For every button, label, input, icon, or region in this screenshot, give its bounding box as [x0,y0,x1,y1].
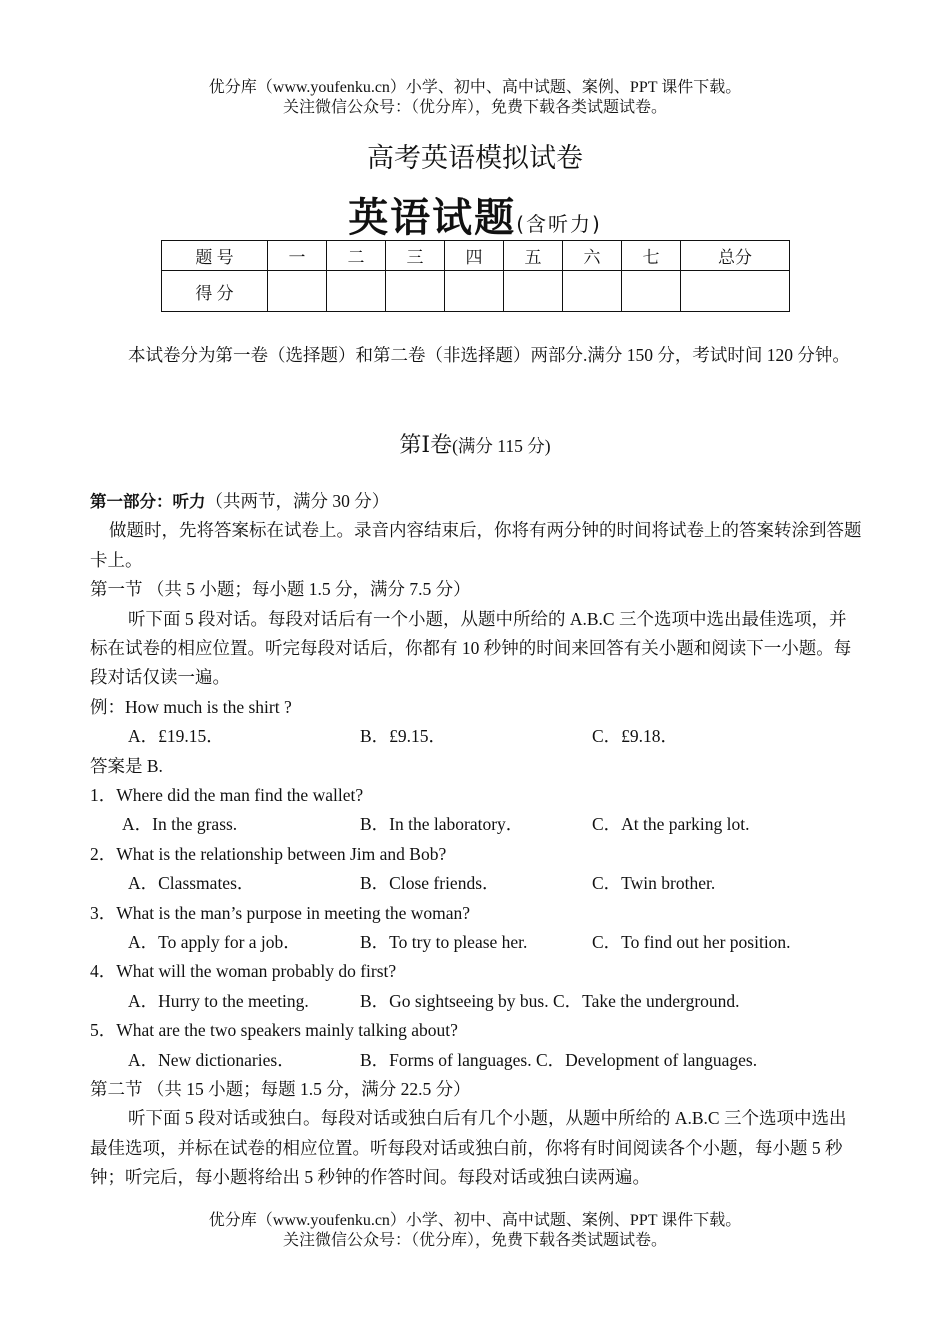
question-2-options [90,869,862,898]
header-line-1: 优分库（www.youfenku.cn）小学、初中、高中试题、案例、PPT 课件下载。 [208,79,742,96]
score-cell [268,271,327,312]
score-cell [327,271,386,312]
example-option-b: B．£9.15． [360,726,447,747]
score-header-4: 四 [445,241,504,271]
footer-line-1: 优分库（www.youfenku.cn）小学、初中、高中试题、案例、PPT 课件下载。 [208,1212,742,1229]
q3-option-c: C．To find out her position. [592,932,791,953]
q2-option-c: C．Twin brother. [592,873,716,894]
volume-title [0,428,950,459]
intro-block [90,341,862,370]
example-option-c: C．£9.18． [592,726,679,747]
section2-title: 第二节 （共 15 小题；每题 1.5 分，满分 22.5 分） [90,1079,471,1100]
example-options [90,722,862,751]
score-header-3: 三 [386,241,445,271]
score-table-header-row [162,241,790,271]
part1-block [90,487,862,1193]
question-1: 1．Where did the man find the wallet? [90,785,364,806]
score-cell [386,271,445,312]
section1-title: 第一节 （共 5 小题；每小题 1.5 分，满分 7.5 分） [90,579,471,600]
question-2: 2．What is the relationship between Jim and Bob? [90,843,447,864]
score-row-label: 得 分 [162,271,268,312]
q1-option-c: C．At the parking lot. [592,814,750,835]
part1-heading [90,487,862,516]
score-cell [681,271,790,312]
example-option-a: A．£19.15． [128,726,224,747]
q2-option-b: B．Close friends． [360,873,500,894]
example-answer: 答案是 B. [90,755,163,776]
section1-instruction: 听下面 5 段对话。每段对话后有一个小题，从题中所给的 A.B.C 三个选项中选出最佳选项，并标在试卷的相应位置。听完每段对话后，你都有 10 秒钟的时间来回答有关小题和阅读下一小题。每段对话仅读一遍。 [90,608,852,688]
question-3-options [90,928,862,957]
question-3: 3．What is the man’s purpose in meeting the woman? [90,902,471,923]
subject-note: (含听力) [516,212,602,236]
score-cell [622,271,681,312]
section2-instruction: 听下面 5 段对话或独白。每段对话或独白后有几个小题，从题中所给的 A.B.C 三个选项中选出最佳选项，并标在试卷的相应位置。听每段对话或独白前，你将有时间阅读各个小题，每小题 5 秒钟；听完后，每小题将给出 5 秒钟的作答时间。每段对话或独白读两遍。 [90,1108,847,1188]
header-line-2: 关注微信公众号：（优分库），免费下载各类试题试卷。 [282,99,667,116]
subject-title [0,186,950,243]
score-header-1: 一 [268,241,327,271]
footer-line-2: 关注微信公众号：（优分库），免费下载各类试题试卷。 [282,1232,667,1249]
q1-option-b: B．In the laboratory． [360,814,524,835]
q5-option-bc: B．Forms of languages. C．Development of languages. [360,1049,758,1070]
score-cell [445,271,504,312]
intro-paragraph: 本试卷分为第一卷（选择题）和第二卷（非选择题）两部分.满分 150 分，考试时间 120 分钟。 [128,345,850,365]
question-5: 5．What are the two speakers mainly talking about? [90,1020,458,1041]
score-header-total: 总分 [681,241,790,271]
score-table-score-row [162,271,790,312]
question-4-options [90,987,862,1016]
score-header-7: 七 [622,241,681,271]
q1-option-a: A．In the grass. [122,814,238,835]
score-header-5: 五 [504,241,563,271]
q2-option-a: A．Classmates． [128,873,255,894]
score-cell [504,271,563,312]
exam-title: 高考英语模拟试卷 [367,143,583,174]
volume-score: (满分 115 分) [452,436,551,456]
score-header-label: 题 号 [162,241,268,271]
q4-option-bc: B．Go sightseeing by bus. C．Take the underground. [360,990,740,1011]
question-5-options [90,1046,862,1075]
part1-title-note: （共两节，满分 30 分） [205,491,390,511]
score-cell [563,271,622,312]
part1-title: 第一部分：听力 [90,492,206,511]
q4-option-a: A．Hurry to the meeting. [128,990,309,1011]
example-question: 例：How much is the shirt ? [90,696,292,717]
score-table [161,240,790,312]
q3-option-a: A．To apply for a job． [128,932,301,953]
score-header-2: 二 [327,241,386,271]
q3-option-b: B．To try to please her. [360,932,528,953]
question-1-options [90,810,862,839]
volume-name: 第Ⅰ卷 [399,432,453,457]
question-4: 4．What will the woman probably do first? [90,961,397,982]
subject-name: 英语试题 [348,195,517,241]
q5-option-a: A．New dictionaries． [128,1049,295,1070]
score-header-6: 六 [563,241,622,271]
part1-instruction: 做题时，先将答案标在试卷上。录音内容结束后，你将有两分钟的时间将试卷上的答案转涂到答题卡上。 [90,520,862,570]
